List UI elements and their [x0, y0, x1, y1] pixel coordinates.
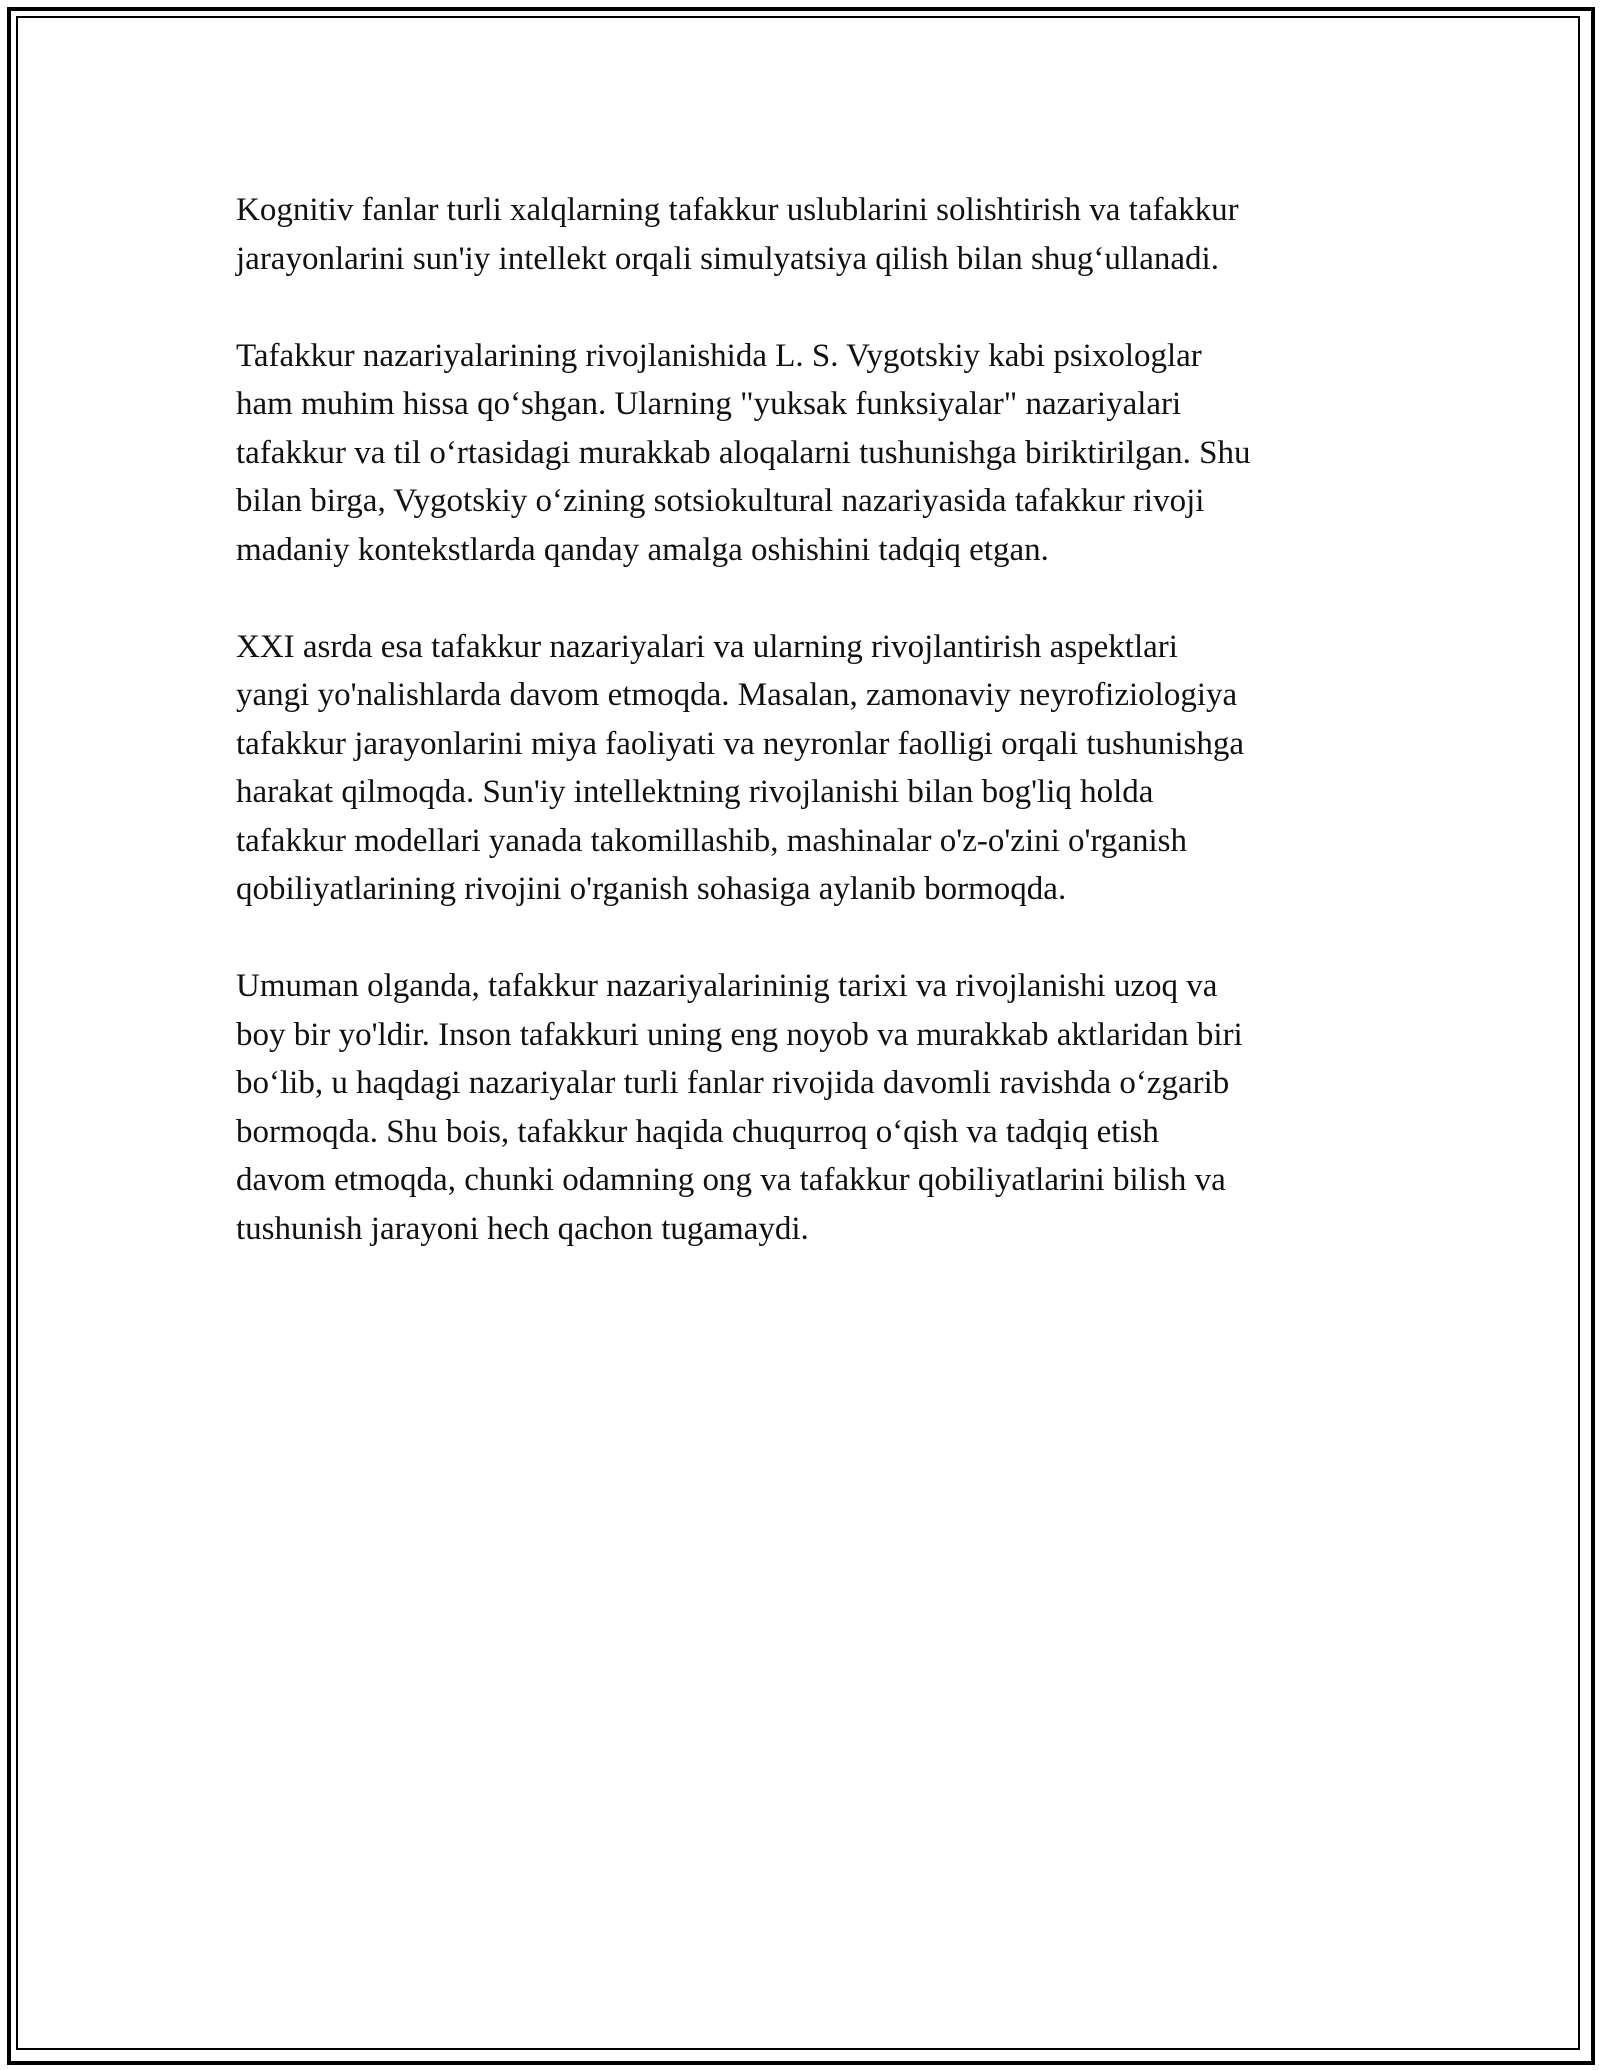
paragraph-cognitive-sciences: Kognitiv fanlar turli xalqlarning tafakkur uslublarini solishtirish va tafakkur jarayonlarini sun'iy intellekt orqali simulyatsiya qilish bilan shug‘ullanadi.: [236, 192, 1239, 277]
paragraph-vygotsky: Tafakkur nazariyalarining rivojlanishida L. S. Vygotskiy kabi psixologlar ham muhim hissa qo‘shgan. Ularning "yuksak funksiyalar" nazariyalari tafakkur va til o‘rtasidagi murakkab aloqalarni tushunishga biriktirilgan. Shu bilan birga, Vygotskiy o‘zining sotsiokultural nazariyasida tafakkur rivoji madaniy kontekstlarda qanday amalga oshishini tadqiq etgan.: [236, 337, 1251, 568]
paragraph-conclusion: Umuman olganda, tafakkur nazariyalarininig tarixi va rivojlanishi uzoq va boy bir yo'ldir. Inson tafakkuri uning eng noyob va murakkab aktlaridan biri bo‘lib, u haqdagi nazariyalar turli fanlar rivojida davomli ravishda o‘zgarib bormoqda. Shu bois, tafakkur haqida chuqurroq o‘qish va tadqiq etish davom etmoqda, chunki odamning ong va tafakkur qobiliyatlarini bilish va tushunish jarayoni hech qachon tugamaydi.: [236, 968, 1243, 1247]
paragraph-21st-century: XXI asrda esa tafakkur nazariyalari va ularning rivojlantirish aspektlari yangi yo'nalishlarda davom etmoqda. Masalan, zamonaviy neyrofiziologiya tafakkur jarayonlarini miya faoliyati va neyronlar faolligi orqali tushunishga harakat qilmoqda. Sun'iy intellektning rivojlanishi bilan bog'liq holda tafakkur modellari yanada takomillashib, mashinalar o'z-o'zini o'rganish qobiliyatlarining rivojini o'rganish sohasiga aylanib bormoqda.: [236, 628, 1245, 907]
document-body: [236, 186, 1386, 1302]
